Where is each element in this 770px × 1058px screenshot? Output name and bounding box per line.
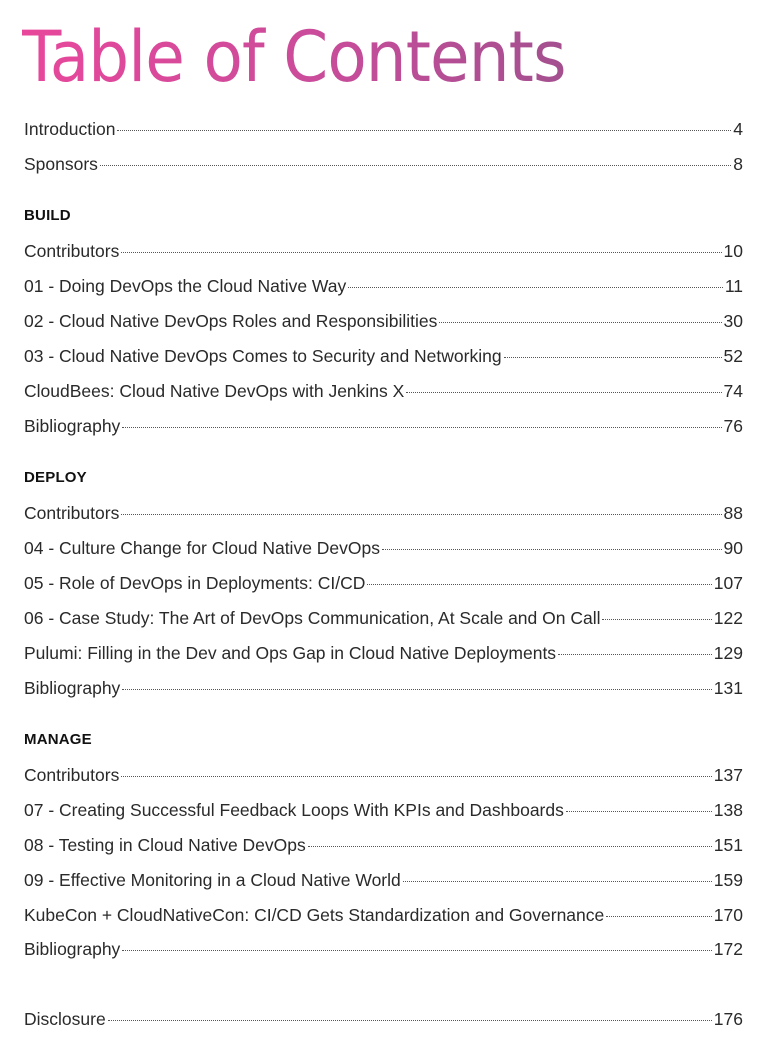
toc-entry-label: Disclosure <box>24 1009 106 1029</box>
dot-leader <box>406 392 721 393</box>
toc-entry-page: 52 <box>723 346 743 366</box>
dot-leader <box>403 881 712 882</box>
toc-entry-label: Introduction <box>24 119 116 139</box>
toc-entry[interactable] <box>24 568 743 598</box>
dot-leader <box>558 654 712 655</box>
toc-entry-disclosure[interactable] <box>24 1004 743 1034</box>
toc-entry-page: 8 <box>733 154 743 174</box>
section-heading-build: BUILD <box>24 207 71 224</box>
toc-entry-page: 137 <box>713 765 743 785</box>
dot-leader <box>121 252 721 253</box>
dot-leader <box>122 427 721 428</box>
toc-entry[interactable] <box>24 271 743 301</box>
toc-entry[interactable] <box>24 498 743 528</box>
toc-entry-label: KubeCon + CloudNativeCon: CI/CD Gets Standardization and Governance <box>24 905 605 925</box>
toc-entry[interactable] <box>24 865 743 895</box>
dot-leader <box>117 130 731 131</box>
toc-entry-label: 04 - Culture Change for Cloud Native DevOps <box>24 538 381 558</box>
dot-leader <box>439 322 721 323</box>
dot-leader <box>367 584 711 585</box>
toc-entry-label: 05 - Role of DevOps in Deployments: CI/CD <box>24 573 366 593</box>
toc-entry-label: Contributors <box>24 241 120 261</box>
toc-entry[interactable] <box>24 376 743 406</box>
dot-leader <box>606 916 712 917</box>
toc-entry[interactable] <box>24 795 743 825</box>
toc-entry-introduction[interactable] <box>24 114 743 144</box>
section-heading-manage: MANAGE <box>24 731 92 748</box>
toc-entry[interactable] <box>24 411 743 441</box>
toc-entry-page: 76 <box>723 416 743 436</box>
toc-entry[interactable] <box>24 533 743 563</box>
toc-entry-page: 170 <box>713 905 743 925</box>
toc-entry-label: Contributors <box>24 503 120 523</box>
toc-entry[interactable] <box>24 900 743 930</box>
toc-entry-page: 138 <box>713 800 743 820</box>
toc-entry-page: 10 <box>723 241 743 261</box>
dot-leader <box>348 287 723 288</box>
toc-entry-label: Contributors <box>24 765 120 785</box>
toc-entry-page: 151 <box>713 835 743 855</box>
dot-leader <box>108 1020 712 1021</box>
toc-entry-page: 107 <box>713 573 743 593</box>
toc-entry[interactable] <box>24 673 743 703</box>
toc-entry-label: 03 - Cloud Native DevOps Comes to Security and Networking <box>24 346 502 366</box>
toc-entry-label: Bibliography <box>24 416 121 436</box>
toc-entry-page: 30 <box>723 311 743 331</box>
toc-entry[interactable] <box>24 934 743 964</box>
page-title: Table of Contents <box>22 16 566 98</box>
dot-leader <box>121 514 721 515</box>
toc-entry-page: 172 <box>713 939 743 959</box>
toc-entry-page: 90 <box>723 538 743 558</box>
toc-entry-label: CloudBees: Cloud Native DevOps with Jenkins X <box>24 381 405 401</box>
toc-entry[interactable] <box>24 638 743 668</box>
toc-entry-label: Pulumi: Filling in the Dev and Ops Gap in Cloud Native Deployments <box>24 643 557 663</box>
toc-entry-label: 09 - Effective Monitoring in a Cloud Native World <box>24 870 401 890</box>
toc-entry-sponsors[interactable] <box>24 149 743 179</box>
toc-entry[interactable] <box>24 236 743 266</box>
toc-entry-page: 122 <box>713 608 743 628</box>
toc-entry-label: 01 - Doing DevOps the Cloud Native Way <box>24 276 347 296</box>
dot-leader <box>382 549 722 550</box>
dot-leader <box>100 165 731 166</box>
toc-entry-page: 131 <box>713 678 743 698</box>
toc-entry-label: Sponsors <box>24 154 98 174</box>
toc-entry-page: 129 <box>713 643 743 663</box>
toc-entry-label: 02 - Cloud Native DevOps Roles and Responsibilities <box>24 311 438 331</box>
section-heading-deploy: DEPLOY <box>24 469 87 486</box>
toc-entry-label: Bibliography <box>24 678 121 698</box>
dot-leader <box>122 950 711 951</box>
toc-entry-page: 159 <box>713 870 743 890</box>
toc-entry-label: Bibliography <box>24 939 121 959</box>
toc-entry-page: 4 <box>733 119 743 139</box>
dot-leader <box>566 811 712 812</box>
toc-entry-page: 74 <box>723 381 743 401</box>
dot-leader <box>121 776 711 777</box>
dot-leader <box>504 357 722 358</box>
toc-entry[interactable] <box>24 603 743 633</box>
toc-entry-label: 07 - Creating Successful Feedback Loops With KPIs and Dashboards <box>24 800 564 820</box>
toc-entry-label: 06 - Case Study: The Art of DevOps Communication, At Scale and On Call <box>24 608 601 628</box>
toc-entry-label: 08 - Testing in Cloud Native DevOps <box>24 835 306 855</box>
dot-leader <box>122 689 711 690</box>
toc-entry-page: 88 <box>723 503 743 523</box>
dot-leader <box>602 619 711 620</box>
toc-entry[interactable] <box>24 830 743 860</box>
toc-entry[interactable] <box>24 341 743 371</box>
toc-entry[interactable] <box>24 306 743 336</box>
toc-entry-page: 176 <box>713 1009 743 1029</box>
toc-entry[interactable] <box>24 760 743 790</box>
dot-leader <box>308 846 712 847</box>
toc-entry-page: 11 <box>724 276 743 296</box>
